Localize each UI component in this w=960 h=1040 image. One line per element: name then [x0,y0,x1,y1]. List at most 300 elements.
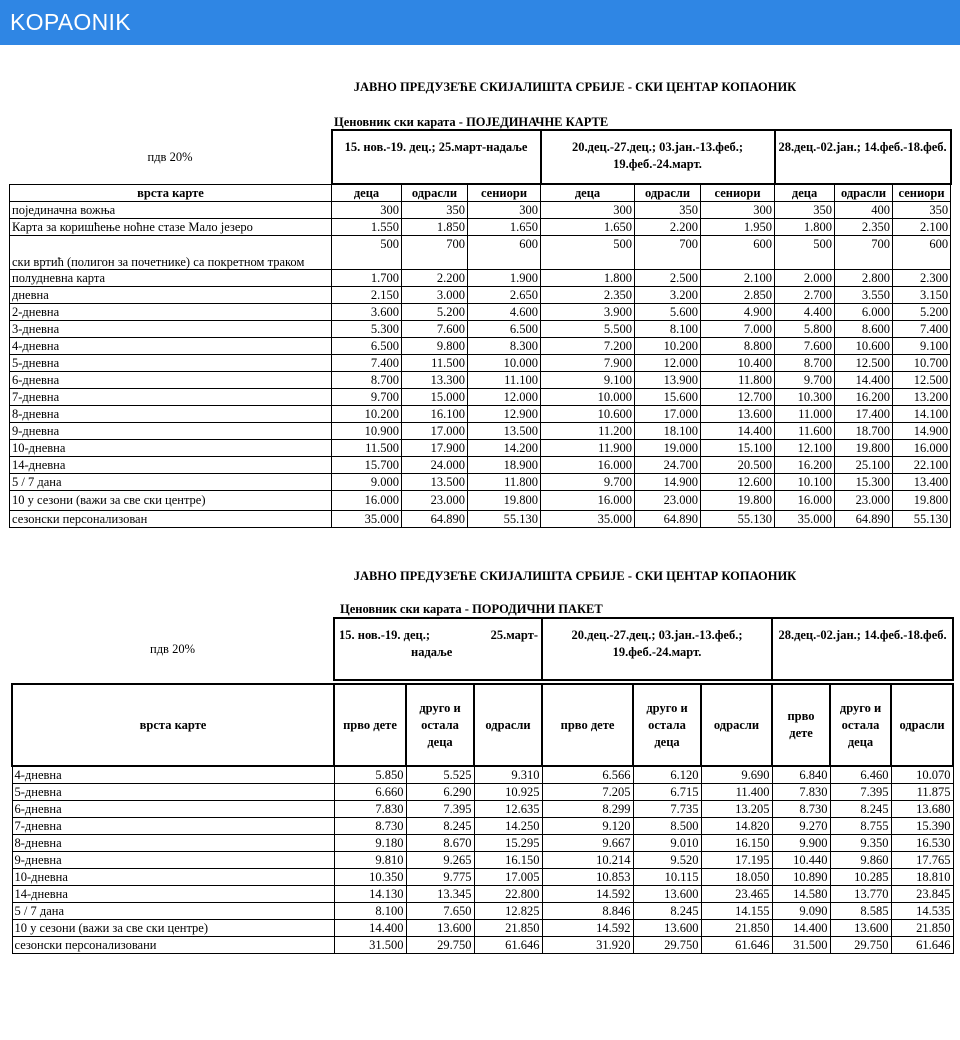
price-cell: 9.310 [474,766,542,783]
price-cell: 10.070 [891,766,953,783]
price-cell: 13.500 [468,422,541,439]
price-cell: 14.400 [835,371,893,388]
price-cell: 9.667 [542,834,633,851]
pdv-label: пдв 20% [147,149,193,164]
price-cell: 14.592 [542,919,633,936]
price-cell: 11.500 [402,354,468,371]
price-cell: 6.120 [633,766,701,783]
price-cell: 8.730 [772,800,830,817]
column-header: деца [541,184,635,201]
row-label: 8-дневна [10,405,332,422]
price-cell: 6.460 [830,766,891,783]
row-label: Карта за коришћење ноћне стазе Мало језеро [10,218,332,235]
price-cell: 8.300 [468,337,541,354]
price-cell: 15.700 [332,456,402,473]
price-cell: 14.900 [893,422,951,439]
price-cell: 700 [635,235,701,269]
row-label: 5 / 7 дана [10,473,332,490]
price-cell: 21.850 [701,919,772,936]
price-cell: 12.500 [893,371,951,388]
top-bar [0,0,960,45]
price-cell: 8.100 [635,320,701,337]
price-cell: 9.700 [541,473,635,490]
price-cell: 2.350 [835,218,893,235]
table-row [10,456,951,473]
table-row [10,354,951,371]
price-cell: 350 [775,201,835,218]
column-header: деца [332,184,402,201]
column-header: деца [775,184,835,201]
price-cell: 18.700 [835,422,893,439]
price-cell: 4.900 [701,303,775,320]
price-cell: 18.810 [891,868,953,885]
price-cell: 14.400 [334,919,406,936]
price-cell: 5.600 [635,303,701,320]
row-label: 4-дневна [12,766,334,783]
price-cell: 12.825 [474,902,542,919]
row-label: сезонски персонализовани [12,936,334,953]
price-cell: 12.900 [468,405,541,422]
price-cell: 2.300 [893,269,951,286]
column-header: прво дете [334,684,406,766]
row-label: полудневна карта [10,269,332,286]
price-cell: 3.000 [402,286,468,303]
price-cell: 16.150 [701,834,772,851]
price-cell: 23.000 [402,490,468,510]
price-cell: 7.395 [830,783,891,800]
price-cell: 8.730 [334,817,406,834]
price-cell: 13.900 [635,371,701,388]
price-cell: 18.050 [701,868,772,885]
price-cell: 5.200 [893,303,951,320]
price-cell: 17.900 [402,439,468,456]
price-cell: 31.500 [772,936,830,953]
price-cell: 1.550 [332,218,402,235]
price-cell: 12.600 [701,473,775,490]
price-cell: 600 [701,235,775,269]
row-label: 2-дневна [10,303,332,320]
price-cell: 11.800 [468,473,541,490]
price-cell: 9.810 [334,851,406,868]
price-cell: 9.090 [772,902,830,919]
price-cell: 11.400 [701,783,772,800]
price-cell: 9.265 [406,851,474,868]
row-label: 6-дневна [10,371,332,388]
price-cell: 61.646 [474,936,542,953]
row-label: 3-дневна [10,320,332,337]
price-cell: 10.700 [893,354,951,371]
price-cell: 300 [701,201,775,218]
price-cell: 15.300 [835,473,893,490]
price-cell: 12.000 [635,354,701,371]
price-cell: 2.800 [835,269,893,286]
price-cell: 35.000 [541,510,635,527]
price-cell: 10.214 [542,851,633,868]
price-cell: 10.350 [334,868,406,885]
price-cell: 64.890 [835,510,893,527]
price-cell: 350 [893,201,951,218]
table-row [10,388,951,405]
price-cell: 19.000 [635,439,701,456]
column-header: одрасли [635,184,701,201]
family-package-body [12,680,953,953]
price-cell: 9.100 [541,371,635,388]
price-cell: 2.500 [635,269,701,286]
price-cell: 6.500 [332,337,402,354]
price-cell: 16.000 [332,490,402,510]
price-cell: 700 [402,235,468,269]
column-header: одрасли [402,184,468,201]
table-row [10,371,951,388]
price-cell: 7.600 [402,320,468,337]
section1-subheading: Ценовник ски карата - ПОЈЕДИНАЧНЕ КАРТЕ [334,115,609,129]
row-label: 5 / 7 дана [12,902,334,919]
price-cell: 1.650 [468,218,541,235]
price-cell: 9.270 [772,817,830,834]
price-cell: 35.000 [332,510,402,527]
column-header: одрасли [474,684,542,766]
table-row [10,422,951,439]
price-cell: 9.690 [701,766,772,783]
price-cell: 13.205 [701,800,772,817]
price-cell: 10.000 [541,388,635,405]
price-cell: 29.750 [406,936,474,953]
column-header: одрасли [835,184,893,201]
section2-heading: ЈАВНО ПРЕДУЗЕЋЕ СКИЈАЛИШТА СРБИЈЕ - СКИ ЦЕНТАР КОПАОНИК [353,569,797,583]
price-cell: 10.925 [474,783,542,800]
price-cell: 22.800 [474,885,542,902]
table-row [12,902,953,919]
price-cell: 8.585 [830,902,891,919]
price-cell: 6.715 [633,783,701,800]
price-cell: 10.400 [701,354,775,371]
table-row [10,269,951,286]
period1-after: надаље [411,645,453,659]
price-cell: 13.200 [893,388,951,405]
price-cell: 7.650 [406,902,474,919]
price-cell: 8.800 [701,337,775,354]
row-label: појединачна вожња [10,201,332,218]
row-label: 6-дневна [12,800,334,817]
price-cell: 11.875 [891,783,953,800]
pdv-label: пдв 20% [150,642,195,656]
price-cell: 14.100 [893,405,951,422]
price-cell: 14.592 [542,885,633,902]
price-cell: 8.670 [406,834,474,851]
table-row [12,885,953,902]
table-row [10,201,951,218]
price-cell: 7.735 [633,800,701,817]
price-cell: 2.200 [635,218,701,235]
price-cell: 7.600 [775,337,835,354]
price-cell: 16.000 [775,490,835,510]
row-label: сезонски персонализован [10,510,332,527]
price-cell: 11.100 [468,371,541,388]
price-cell: 8.100 [334,902,406,919]
price-cell: 15.295 [474,834,542,851]
price-cell: 25.100 [835,456,893,473]
price-cell: 64.890 [635,510,701,527]
table-row [12,817,953,834]
price-cell: 19.800 [893,490,951,510]
price-cell: 16.530 [891,834,953,851]
section2-subheading: Ценовник ски карата - ПОРОДИЧНИ ПАКЕТ [340,602,603,616]
row-label: 5-дневна [10,354,332,371]
price-cell: 3.200 [635,286,701,303]
price-cell: 13.600 [830,919,891,936]
price-cell: 1.700 [332,269,402,286]
price-cell: 18.100 [635,422,701,439]
price-cell: 11.000 [775,405,835,422]
price-cell: 7.900 [541,354,635,371]
single-tickets-body [10,184,951,527]
price-cell: 300 [332,201,402,218]
period1-start: 15. нов.-19. дец.; [339,628,431,642]
price-cell: 9.860 [830,851,891,868]
price-cell: 24.000 [402,456,468,473]
price-cell: 4.400 [775,303,835,320]
price-cell: 7.205 [542,783,633,800]
price-cell: 16.100 [402,405,468,422]
price-cell: 500 [541,235,635,269]
row-label: 7-дневна [12,817,334,834]
price-cell: 17.000 [635,405,701,422]
price-cell: 35.000 [775,510,835,527]
table-row [10,286,951,303]
price-cell: 9.700 [775,371,835,388]
price-cell: 5.500 [541,320,635,337]
app-title: KOPAONIK [10,9,131,35]
price-cell: 15.100 [701,439,775,456]
table-row [10,337,951,354]
column-header: друго и остала деца [830,684,891,766]
section1-heading: ЈАВНО ПРЕДУЗЕЋЕ СКИЈАЛИШТА СРБИЈЕ - СКИ ЦЕНТАР КОПАОНИК [353,80,797,94]
price-cell: 55.130 [701,510,775,527]
price-cell: 21.850 [891,919,953,936]
type-header: врста карте [10,184,332,201]
price-cell: 29.750 [830,936,891,953]
price-cell: 11.600 [775,422,835,439]
price-cell: 31.920 [542,936,633,953]
row-label: 10 у сезони (важи за све ски центре) [10,490,332,510]
price-cell: 13.345 [406,885,474,902]
column-header: друго и остала деца [406,684,474,766]
price-cell: 3.150 [893,286,951,303]
price-cell: 6.566 [542,766,633,783]
price-cell: 9.800 [402,337,468,354]
row-label: 9-дневна [12,851,334,868]
price-cell: 7.395 [406,800,474,817]
period-header-2: 20.дец.-27.дец.; 03.јан.-13.феб.; 19.феб.-24.март. [541,130,775,184]
price-cell: 14.900 [635,473,701,490]
price-cell: 1.800 [541,269,635,286]
price-cell: 12.100 [775,439,835,456]
row-label: 7-дневна [10,388,332,405]
price-cell: 61.646 [891,936,953,953]
table-row [12,800,953,817]
row-label: 5-дневна [12,783,334,800]
price-cell: 10.285 [830,868,891,885]
price-cell: 17.400 [835,405,893,422]
price-cell: 500 [332,235,402,269]
price-cell: 600 [893,235,951,269]
price-cell: 55.130 [468,510,541,527]
row-label: 9-дневна [10,422,332,439]
type-header: врста карте [12,684,334,766]
price-cell: 64.890 [402,510,468,527]
table-row [12,766,953,783]
price-cell: 12.700 [701,388,775,405]
price-cell: 9.010 [633,834,701,851]
price-cell: 16.150 [474,851,542,868]
price-cell: 2.000 [775,269,835,286]
price-cell: 13.300 [402,371,468,388]
price-cell: 9.520 [633,851,701,868]
price-cell: 24.700 [635,456,701,473]
table-row [10,510,951,527]
price-cell: 11.800 [701,371,775,388]
price-cell: 7.200 [541,337,635,354]
table-row [12,851,953,868]
price-cell: 8.299 [542,800,633,817]
price-cell: 12.500 [835,354,893,371]
price-cell: 23.465 [701,885,772,902]
price-cell: 5.525 [406,766,474,783]
price-cell: 3.550 [835,286,893,303]
period-header-1: 15. нов.-19. дец.; 25.март-надаље [332,130,541,184]
price-cell: 15.390 [891,817,953,834]
period-header-3: 28.дец.-02.јан.; 14.феб.-18.феб. [775,130,951,184]
price-cell: 3.600 [332,303,402,320]
price-cell: 8.755 [830,817,891,834]
price-cell: 10.600 [541,405,635,422]
table-row [10,405,951,422]
price-cell: 1.850 [402,218,468,235]
price-cell: 6.500 [468,320,541,337]
price-cell: 13.600 [633,885,701,902]
price-cell: 7.830 [772,783,830,800]
price-cell: 10.300 [775,388,835,405]
table-row [10,235,951,269]
row-label: 14-дневна [12,885,334,902]
period-header-1 [334,618,542,680]
price-cell: 14.130 [334,885,406,902]
price-cell: 6.290 [406,783,474,800]
price-cell: 8.245 [406,817,474,834]
price-cell: 5.200 [402,303,468,320]
price-cell: 16.000 [541,490,635,510]
price-cell: 7.400 [332,354,402,371]
price-cell: 350 [635,201,701,218]
price-cell: 2.100 [701,269,775,286]
column-header-row [10,184,951,201]
price-cell: 23.000 [635,490,701,510]
price-cell: 2.850 [701,286,775,303]
table-row [10,490,951,510]
price-cell: 1.900 [468,269,541,286]
row-label: дневна [10,286,332,303]
price-cell: 16.200 [835,388,893,405]
table-row [12,868,953,885]
price-cell: 4.600 [468,303,541,320]
price-cell: 11.200 [541,422,635,439]
price-cell: 16.200 [775,456,835,473]
price-cell: 9.120 [542,817,633,834]
price-cell: 13.400 [893,473,951,490]
price-cell: 9.180 [334,834,406,851]
price-cell: 12.000 [468,388,541,405]
row-label: 10 у сезони (важи за све ски центре) [12,919,334,936]
price-cell: 13.680 [891,800,953,817]
price-cell: 61.646 [701,936,772,953]
price-cell: 19.800 [468,490,541,510]
row-label: 10-дневна [12,868,334,885]
price-cell: 19.800 [835,439,893,456]
table-row [10,473,951,490]
price-cell: 13.600 [633,919,701,936]
price-cell: 16.000 [541,456,635,473]
price-cell: 10.200 [332,405,402,422]
price-cell: 8.245 [830,800,891,817]
price-cell: 10.600 [835,337,893,354]
price-cell: 1.950 [701,218,775,235]
price-cell: 23.845 [891,885,953,902]
price-cell: 19.800 [701,490,775,510]
row-label: 8-дневна [12,834,334,851]
column-header: сениори [468,184,541,201]
price-cell: 10.000 [468,354,541,371]
price-cell: 18.900 [468,456,541,473]
price-cell: 8.700 [775,354,835,371]
price-cell: 9.775 [406,868,474,885]
price-cell: 9.700 [332,388,402,405]
column-header: сениори [893,184,951,201]
price-cell: 300 [541,201,635,218]
column-header: сениори [701,184,775,201]
row-label: 14-дневна [10,456,332,473]
price-cell: 2.150 [332,286,402,303]
price-cell: 14.200 [468,439,541,456]
price-cell: 7.000 [701,320,775,337]
price-cell: 300 [468,201,541,218]
price-cell: 11.900 [541,439,635,456]
price-cell: 8.500 [633,817,701,834]
table-row [10,303,951,320]
price-cell: 9.000 [332,473,402,490]
price-cell: 13.600 [406,919,474,936]
price-cell: 22.100 [893,456,951,473]
price-cell: 10.853 [542,868,633,885]
price-cell: 5.800 [775,320,835,337]
price-cell: 14.155 [701,902,772,919]
period1-end: 25.март- [490,628,539,642]
price-cell: 14.250 [474,817,542,834]
price-cell: 2.200 [402,269,468,286]
price-cell: 500 [775,235,835,269]
price-cell: 13.600 [701,405,775,422]
price-cell: 6.840 [772,766,830,783]
price-cell: 14.400 [701,422,775,439]
price-cell: 10.115 [633,868,701,885]
price-cell: 13.770 [830,885,891,902]
period-header-3: 28.дец.-02.јан.; 14.феб.-18.феб. [772,618,953,680]
price-cell: 8.245 [633,902,701,919]
row-label: 4-дневна [10,337,332,354]
price-cell: 21.850 [474,919,542,936]
price-cell: 14.580 [772,885,830,902]
price-cell: 8.600 [835,320,893,337]
price-cell: 1.800 [775,218,835,235]
